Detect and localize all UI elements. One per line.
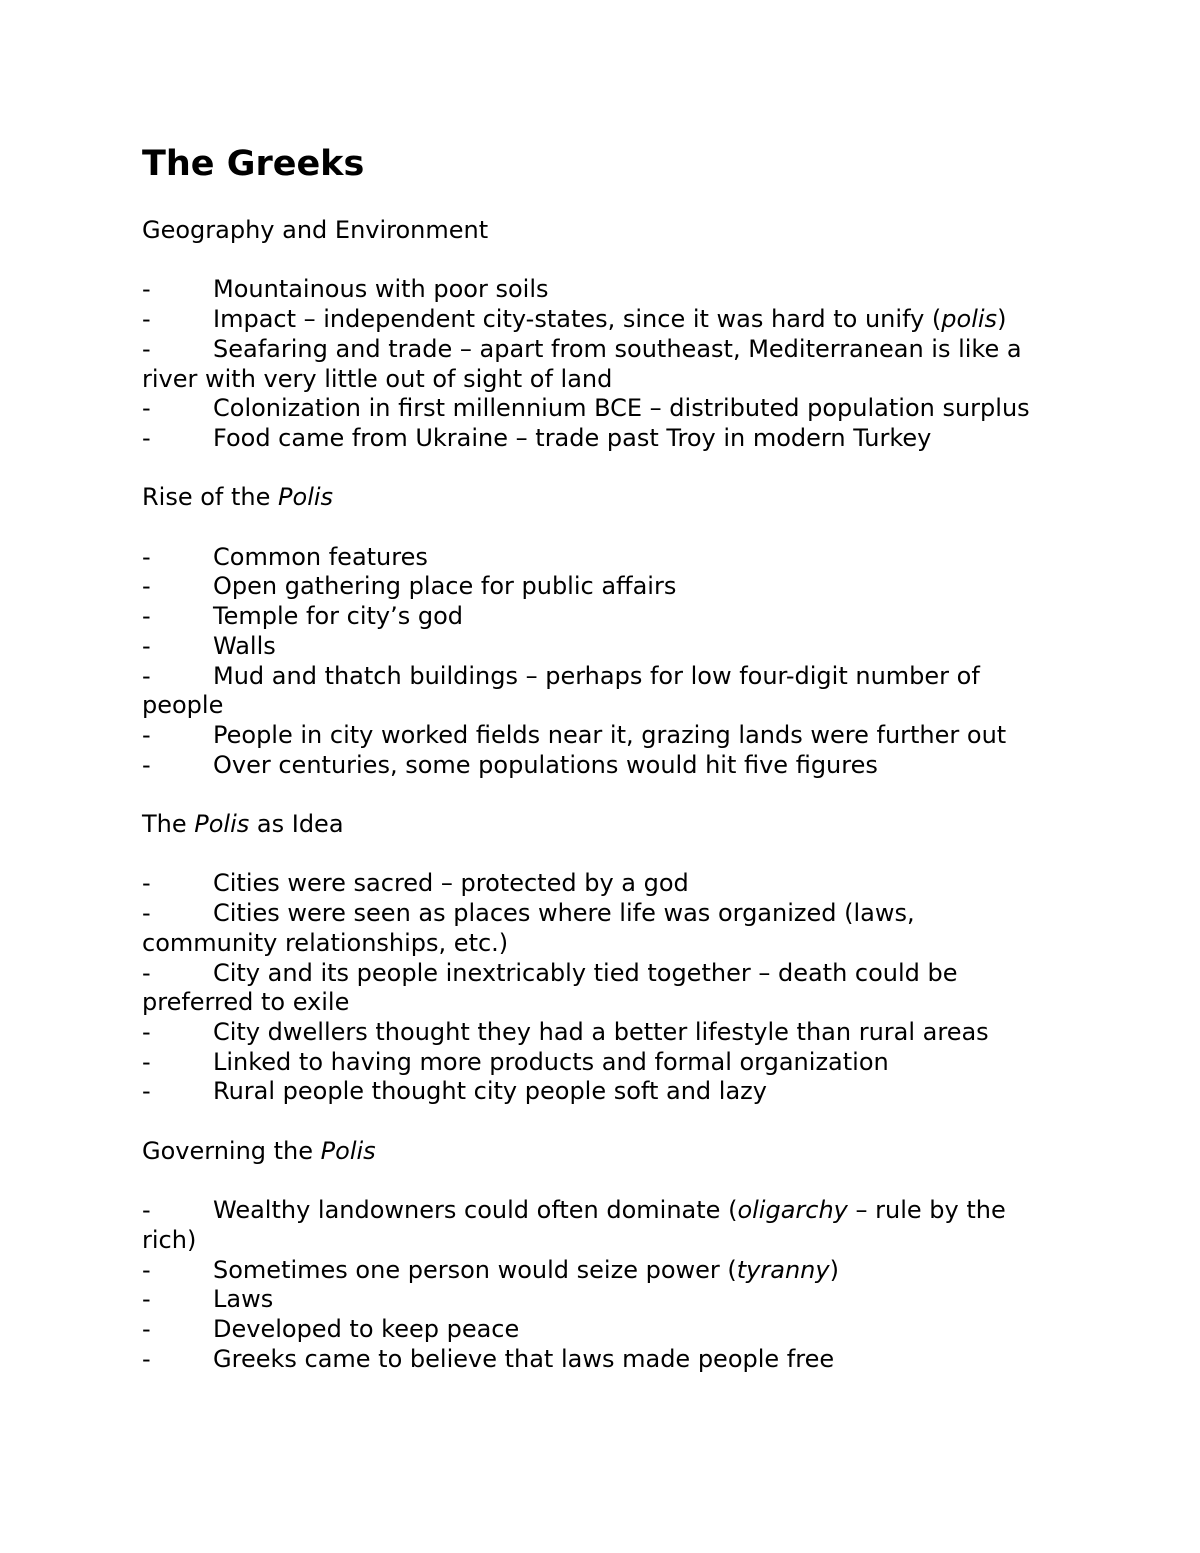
text-run: Over centuries, some populations would hit five figures bbox=[213, 750, 878, 779]
text-run: Mountainous with poor soils bbox=[213, 275, 549, 304]
bullet-dash: - bbox=[142, 750, 151, 779]
section-heading bbox=[142, 1137, 1057, 1167]
bullet-dash: - bbox=[142, 1344, 151, 1373]
italic-text-run: Polis bbox=[278, 483, 334, 512]
document-title: The Greeks bbox=[142, 144, 365, 184]
bullet-item bbox=[142, 632, 1057, 662]
text-run: Walls bbox=[213, 631, 276, 660]
italic-text-run: Polis bbox=[320, 1136, 376, 1165]
italic-text-run: Polis bbox=[194, 810, 250, 838]
text-run: Sometimes one person would seize power ( bbox=[213, 1255, 737, 1284]
text-run: Rural people thought city people soft and lazy bbox=[213, 1077, 767, 1106]
bullet-dash: - bbox=[142, 394, 151, 423]
bullet-item bbox=[142, 305, 1057, 335]
text-run: Common features bbox=[213, 542, 428, 571]
bullet-dash: - bbox=[142, 1196, 151, 1225]
bullet-dash: - bbox=[142, 1047, 151, 1076]
bullet-dash: - bbox=[142, 572, 151, 601]
text-run: The bbox=[142, 810, 195, 838]
bullet-dash: - bbox=[142, 1285, 151, 1314]
bullet-item bbox=[142, 1256, 1057, 1286]
text-run: ) bbox=[829, 1255, 839, 1284]
text-run: City and its people inextricably tied together – death could be preferred to exile bbox=[142, 958, 958, 1017]
bullet-dash: - bbox=[142, 1017, 151, 1046]
bullet-dash: - bbox=[142, 899, 151, 928]
bullet-item bbox=[142, 1285, 1057, 1315]
section-heading bbox=[142, 483, 1057, 513]
text-run: ) bbox=[997, 305, 1007, 334]
bullet-item bbox=[142, 751, 1057, 781]
bullet-dash: - bbox=[142, 869, 151, 898]
bullet-item bbox=[142, 543, 1057, 573]
bullet-item bbox=[142, 869, 1057, 899]
bullet-item bbox=[142, 335, 1057, 394]
bullet-dash: - bbox=[142, 1255, 151, 1284]
bullet-item bbox=[142, 1048, 1057, 1078]
section-heading bbox=[142, 810, 1057, 840]
section bbox=[142, 810, 1057, 1107]
text-run: Temple for city’s god bbox=[213, 602, 464, 631]
italic-text-run: polis bbox=[941, 305, 998, 334]
bullet-item bbox=[142, 1196, 1057, 1255]
text-run: Cities were sacred – protected by a god bbox=[213, 869, 689, 898]
bullet-item bbox=[142, 275, 1057, 305]
text-run: Laws bbox=[213, 1285, 274, 1314]
bullet-item bbox=[142, 572, 1057, 602]
bullet-dash: - bbox=[142, 423, 151, 452]
text-run: City dwellers thought they had a better lifestyle than rural areas bbox=[213, 1017, 989, 1046]
text-run: Open gathering place for public affairs bbox=[213, 572, 677, 601]
bullet-dash: - bbox=[142, 275, 151, 304]
bullet-dash: - bbox=[142, 958, 151, 987]
bullet-item bbox=[142, 1018, 1057, 1048]
section bbox=[142, 483, 1057, 780]
bullet-dash: - bbox=[142, 305, 151, 334]
text-run: Rise of the bbox=[142, 483, 279, 512]
text-run: Wealthy landowners could often dominate ( bbox=[213, 1196, 738, 1225]
bullet-list bbox=[142, 869, 1057, 1107]
text-run: Impact – independent city-states, since it was hard to unify ( bbox=[213, 305, 942, 334]
bullet-dash: - bbox=[142, 661, 151, 690]
text-run: Linked to having more products and formal organization bbox=[213, 1047, 889, 1076]
text-run: People in city worked fields near it, grazing lands were further out bbox=[213, 720, 1007, 749]
bullet-dash: - bbox=[142, 1314, 151, 1343]
text-run: Developed to keep peace bbox=[213, 1314, 520, 1343]
italic-text-run: oligarchy bbox=[737, 1196, 848, 1225]
section-heading bbox=[142, 216, 1057, 246]
bullet-item bbox=[142, 1345, 1057, 1375]
bullet-item bbox=[142, 424, 1057, 454]
text-run: Colonization in first millennium BCE – distributed population surplus bbox=[213, 394, 1030, 423]
text-run: Seafaring and trade – apart from southeast, Mediterranean is like a river with very little out of sight of land bbox=[142, 334, 1022, 393]
text-run: Governing the bbox=[142, 1136, 321, 1165]
text-run: Geography and Environment bbox=[142, 216, 489, 244]
bullet-dash: - bbox=[142, 720, 151, 749]
bullet-dash: - bbox=[142, 631, 151, 660]
bullet-dash: - bbox=[142, 542, 151, 571]
text-run: Cities were seen as places where life was organized (laws, community relationships, etc.) bbox=[142, 899, 915, 957]
document-body bbox=[142, 216, 1057, 1374]
text-run: Mud and thatch buildings – perhaps for low four-digit number of people bbox=[142, 661, 980, 720]
bullet-item bbox=[142, 394, 1057, 424]
bullet-dash: - bbox=[142, 1077, 151, 1106]
document-page bbox=[142, 144, 1057, 1404]
text-run: as Idea bbox=[249, 810, 344, 838]
italic-text-run: tyranny bbox=[736, 1255, 830, 1284]
text-run: Food came from Ukraine – trade past Troy in modern Turkey bbox=[213, 423, 932, 452]
bullet-list bbox=[142, 1196, 1057, 1374]
section bbox=[142, 1137, 1057, 1375]
section bbox=[142, 216, 1057, 454]
bullet-dash: - bbox=[142, 334, 151, 363]
bullet-item bbox=[142, 959, 1057, 1018]
bullet-item bbox=[142, 602, 1057, 632]
bullet-item bbox=[142, 899, 1057, 958]
bullet-item bbox=[142, 662, 1057, 721]
text-run: – rule by the rich) bbox=[142, 1196, 1006, 1254]
bullet-item bbox=[142, 721, 1057, 751]
bullet-list bbox=[142, 543, 1057, 781]
bullet-list bbox=[142, 275, 1057, 453]
bullet-item bbox=[142, 1315, 1057, 1345]
bullet-dash: - bbox=[142, 602, 151, 631]
bullet-item bbox=[142, 1077, 1057, 1107]
text-run: Greeks came to believe that laws made people free bbox=[213, 1344, 835, 1373]
